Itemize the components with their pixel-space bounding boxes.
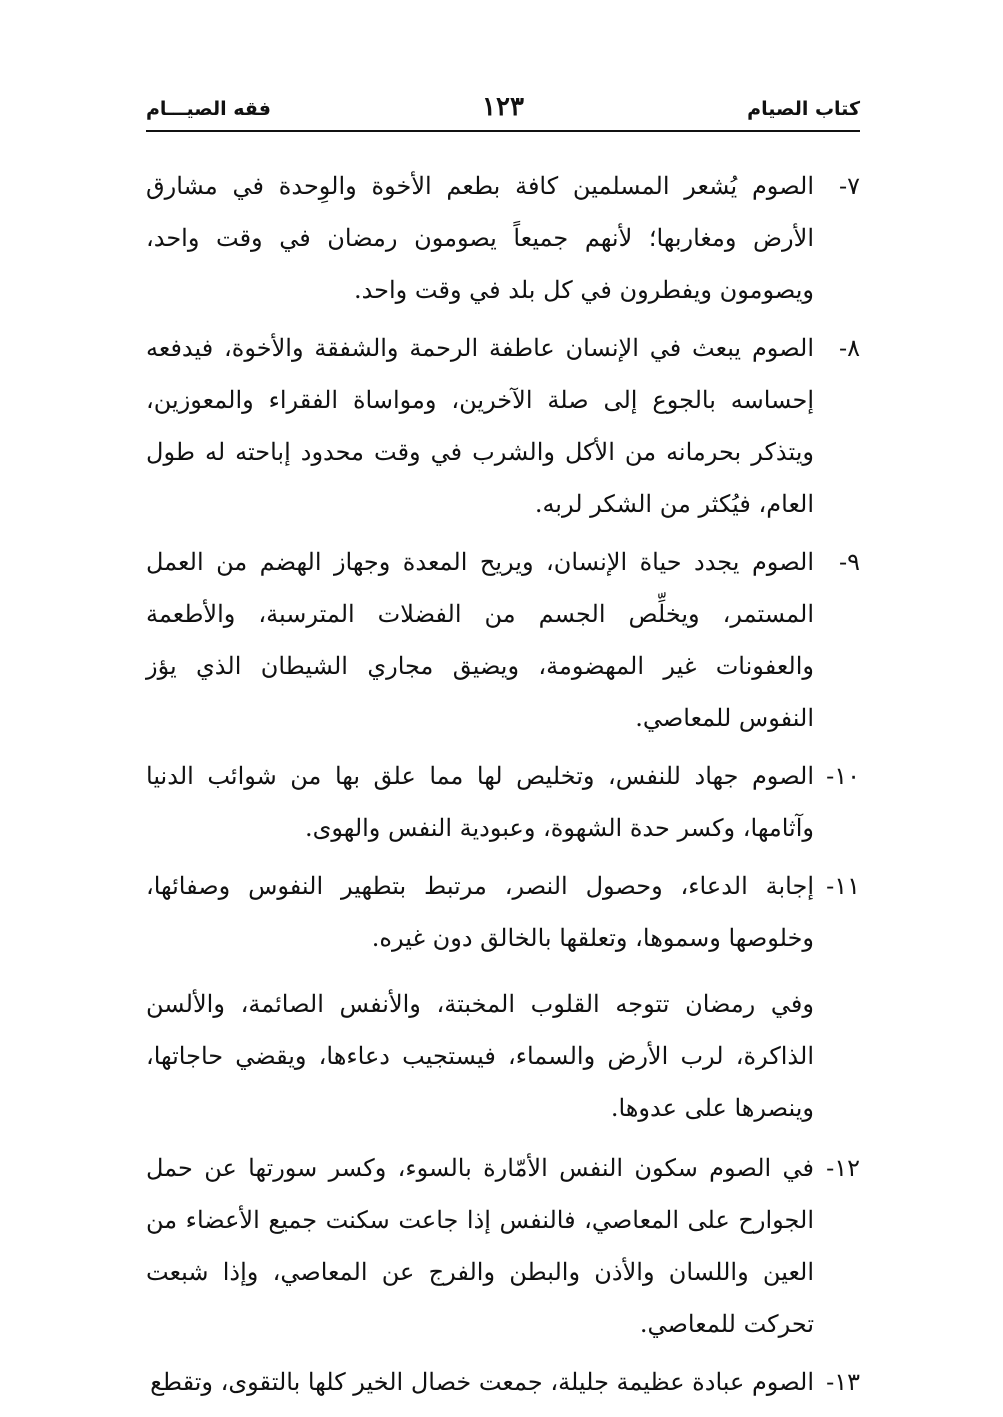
- page-body: [146, 160, 860, 1414]
- list-item-9: [146, 536, 860, 744]
- list-item-8: [146, 322, 860, 530]
- list-item-11: [146, 860, 860, 964]
- item-number: ٨-: [839, 334, 860, 362]
- item-number: ١٠-: [826, 762, 860, 790]
- item-number: ٧-: [839, 172, 860, 200]
- item-text: الصوم يبعث في الإنسان عاطفة الرحمة والشفقة والأخوة، فيدفعه إحساسه بالجوع إلى صلة الآخرين، ومواساة الفقراء والمعوزين، ويتذكر بحرمانه من الأكل والشرب في وقت محدود إباحته له طول العام، فيُكثر من الشكر لربه.: [146, 334, 814, 518]
- item-number: ١٢-: [826, 1154, 860, 1182]
- item-number: ١٣-: [826, 1368, 860, 1396]
- item-text: الصوم جهاد للنفس، وتخليص لها مما علق بها من شوائب الدنيا وآثامها، وكسر حدة الشهوة، وعبودية النفس والهوى.: [146, 762, 814, 842]
- header-divider: [146, 130, 860, 132]
- item-number: ١١-: [826, 872, 860, 900]
- list-item-13: [146, 1356, 860, 1408]
- list-item-7: [146, 160, 860, 316]
- item-text: الصوم يُشعر المسلمين كافة بطعم الأخوة والوِحدة في مشارق الأرض ومغاربها؛ لأنهم جميعاً يصومون رمضان في وقت واحد، ويصومون ويفطرون في كل بلد في وقت واحد.: [146, 172, 814, 304]
- running-header: [146, 92, 860, 128]
- item-text: الصوم يجدد حياة الإنسان، ويريح المعدة وجهاز الهضم من العمل المستمر، ويخلِّص الجسم من الفضلات المترسبة، والأطعمة والعفونات غير المهضومة، ويضيق مجاري الشيطان الذي يؤز النفوس للمعاصي.: [146, 548, 814, 732]
- book-title: كتاب الصيام: [747, 98, 860, 120]
- ramadan-paragraph: وفي رمضان تتوجه القلوب المخبتة، والأنفس الصائمة، والألسن الذاكرة، لرب الأرض والسماء، فيستجيب دعاءها، ويقضي حاجاتها، وينصرها على عدوها.: [146, 990, 814, 1122]
- item-number: ٩-: [839, 548, 860, 576]
- item-text: الصوم عبادة عظيمة جليلة، جمعت خصال الخير كلها بالتقوى، وتقطع: [150, 1368, 814, 1396]
- page-number: ١٢٣: [482, 92, 524, 122]
- section-title: فقه الصيـــام: [146, 98, 271, 120]
- item-text: في الصوم سكون النفس الأمّارة بالسوء، وكسر سورتها عن حمل الجوارح على المعاصي، فالنفس إذا جاعت سكنت جميع الأعضاء من العين واللسان والأذن والبطن والفرج عن المعاصي، وإذا شبعت تحركت للمعاصي.: [146, 1154, 815, 1338]
- list-item-12: [146, 1142, 860, 1350]
- list-item-10: [146, 750, 860, 854]
- item-text: إجابة الدعاء، وحصول النصر، مرتبط بتطهير النفوس وصفائها، وخلوصها وسموها، وتعلقها بالخالق دون غيره.: [146, 872, 814, 952]
